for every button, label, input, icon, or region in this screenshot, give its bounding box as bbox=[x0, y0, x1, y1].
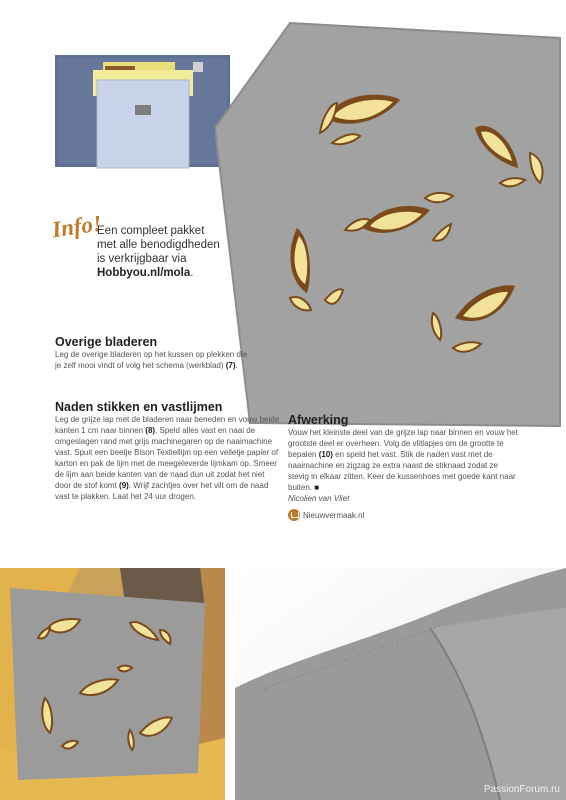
section-title: Overige bladeren bbox=[55, 335, 158, 349]
step-ref: (7) bbox=[225, 361, 236, 370]
kit-package-photo bbox=[55, 50, 235, 170]
section-body: Vouw het kleinste deel van de grijze lap naar binnen en vouw het grootste deel er overheen. Volg de vlitlapjes om de grootte te bepalen (10) en speld het vast. Stik de naden vast met de naaimachine en zigzag ze extra naast de stiknaad zodat ze stevig in elkaar zitten. Keer de kussenhoes met goede kant naar buiten. ■ bbox=[288, 428, 518, 492]
section-overige-bladeren bbox=[55, 335, 255, 371]
info-link-suffix: . bbox=[190, 267, 194, 279]
info-line-3: is verkrijgbaar via bbox=[97, 253, 187, 265]
house-icon bbox=[288, 509, 300, 521]
section-afwerking bbox=[288, 413, 518, 521]
section-body: Leg de grijze lap met de bladeren naar beneden en vouw beide kanten 1 cm naar binnen (8). Speld alles vast en naai de omgeslagen rand met grijs machinegaren op de naaimachine vast. Spuit een beetje Bison Textiellijm op een velletje papier of karton en pak de lijm met de meegeleverde lijmkam op. Smeer de lijm aan beide kanten van de naad dun uit zodat het niet door de stof komt (9). Wrijf zachtjes over het vilt om de naad vast te plakken. Laat het 24 uur drogen. bbox=[55, 415, 280, 501]
section-title: Naden stikken en vastlijmen bbox=[55, 400, 223, 414]
info-text bbox=[97, 224, 247, 280]
step-ref: (10) bbox=[318, 450, 333, 459]
step-ref: (9) bbox=[119, 481, 129, 490]
pillow-seam-closeup-photo bbox=[235, 568, 566, 800]
source-credit bbox=[288, 509, 518, 521]
info-line-1: Een compleet pakket bbox=[97, 225, 205, 237]
pillow-main-photo bbox=[215, 18, 565, 428]
pillow-on-chair-photo bbox=[0, 568, 225, 800]
source-text: Nieuwvermaak.nl bbox=[303, 510, 365, 520]
watermark-text: PassionForum.ru bbox=[483, 784, 560, 795]
info-label: Info! bbox=[50, 210, 104, 243]
end-mark: ■ bbox=[314, 483, 320, 492]
section-title: Afwerking bbox=[288, 413, 349, 427]
section-body: Leg de overige bladeren op het kussen op plekken die je zelf mooi vindt of volg het schema (werkblad) (7). bbox=[55, 350, 248, 370]
step-ref: (8) bbox=[145, 426, 156, 435]
author-name: Nicolien van Vliet bbox=[288, 494, 350, 503]
info-line-2: met alle benodigdheden bbox=[97, 239, 220, 251]
section-naden-stikken bbox=[55, 400, 280, 502]
info-link[interactable]: Hobbyou.nl/mola bbox=[97, 267, 191, 279]
